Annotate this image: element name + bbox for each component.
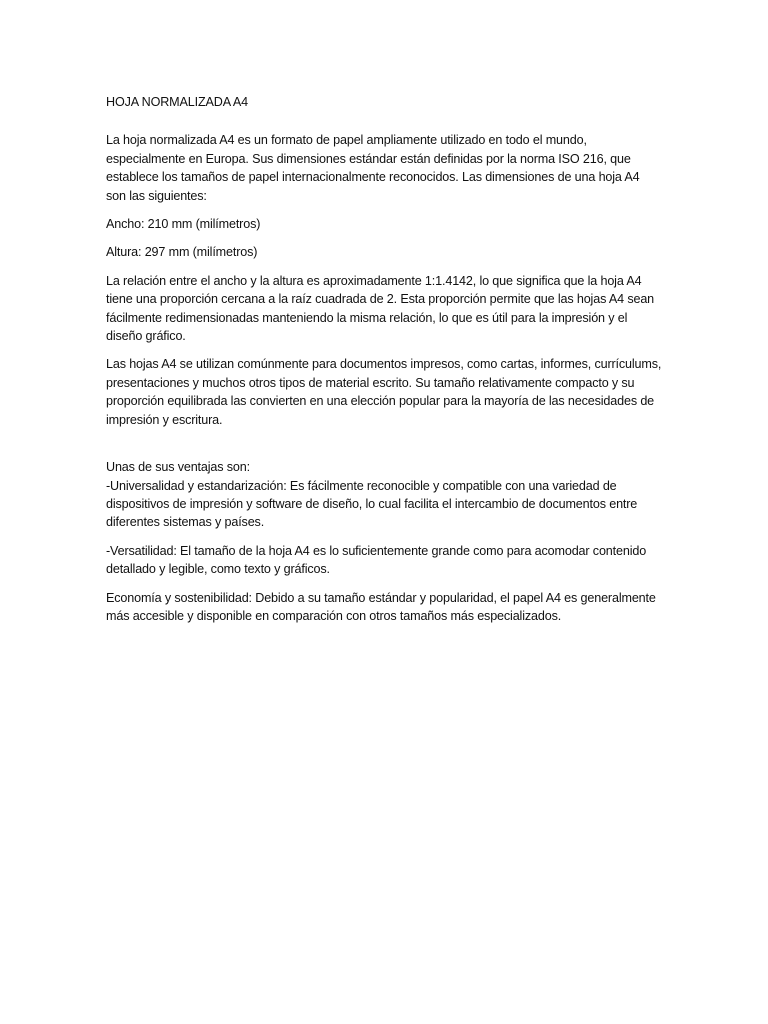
document-content bbox=[106, 93, 662, 635]
width-paragraph: Ancho: 210 mm (milímetros) bbox=[106, 217, 261, 232]
advantage-economy: Economía y sostenibilidad: Debido a su tamaño estándar y popularidad, el papel A4 es generalmente más accesible y disponible en comparación con otros tamaños más especializados. bbox=[106, 590, 656, 623]
advantages-intro: Unas de sus ventajas son: bbox=[106, 460, 250, 475]
usage-paragraph: Las hojas A4 se utilizan comúnmente para documentos impresos, como cartas, informes, currículums, presentaciones y muchos otros tipos de material escrito. Su tamaño relativamente compacto y su proporción equilibrada las convierten en una elección popular para la mayoría de las necesidades de impresión y escritura. bbox=[106, 357, 662, 427]
advantage-universality: -Universalidad y estandarización: Es fácilmente reconocible y compatible con una variedad de dispositivos de impresión y software de diseño, lo cual facilita el intercambio de documentos entre diferentes sistemas y países. bbox=[106, 478, 638, 530]
advantage-versatility: -Versatilidad: El tamaño de la hoja A4 es lo suficientemente grande como para acomodar contenido detallado y legible, como texto y gráficos. bbox=[106, 543, 647, 577]
section-spacer bbox=[106, 439, 662, 458]
document-title: HOJA NORMALIZADA A4 bbox=[106, 95, 249, 109]
intro-paragraph: La hoja normalizada A4 es un formato de papel ampliamente utilizado en todo el mundo, especialmente en Europa. Sus dimensiones estándar están definidas por la norma ISO 216, que establece los tamaños de papel internacionalmente reconocidos. Las dimensiones de una hoja A4 son las siguientes: bbox=[106, 133, 640, 203]
height-paragraph: Altura: 297 mm (milímetros) bbox=[106, 245, 258, 260]
ratio-paragraph: La relación entre el ancho y la altura es aproximadamente 1:1.4142, lo que significa que la hoja A4 tiene una proporción cercana a la raíz cuadrada de 2. Esta proporción permite que las hojas A4 sean fácilmente redimensionadas manteniendo la misma relación, lo que es útil para la impresión y el diseño gráfico. bbox=[106, 273, 655, 344]
